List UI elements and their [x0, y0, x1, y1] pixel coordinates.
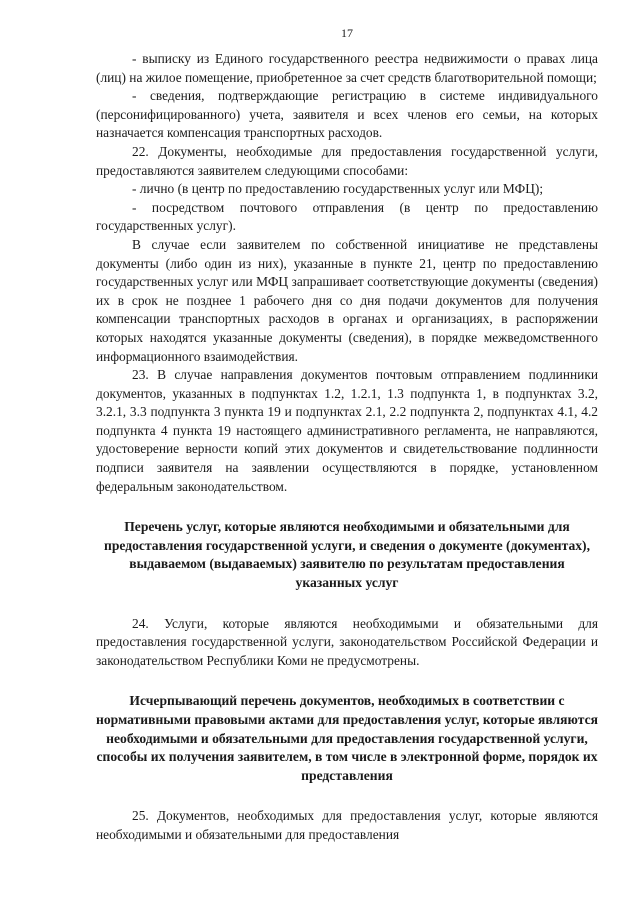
- paragraph-extract-item: - выписку из Единого государственного реестра недвижимости о правах лица (лиц) на жилое помещение, приобретенное за счет средств благотворительной помощи;: [96, 51, 598, 85]
- page-number: 17: [341, 26, 353, 40]
- section-heading-documents: Исчерпывающий перечень документов, необходимых в соответствии с нормативными правовыми актами для предоставления услуг, которые являются необходимыми и обязательными для предоставления государственной услуги, способы их получения заявителем, в том числе в электронной форме, порядок их представления: [96, 693, 598, 783]
- paragraph-registration-item: - сведения, подтверждающие регистрацию в системе индивидуального (персонифицированного) учета, заявителя и всех членов его семьи, на которых назначается компенсация транспортных расходов.: [96, 88, 598, 141]
- paragraph-25: 25. Документов, необходимых для предоставления услуг, которые являются необходимыми и обязательными для предоставления: [96, 808, 598, 842]
- paragraph-24: 24. Услуги, которые являются необходимыми и обязательными для предоставления государственной услуги, законодательством Российской Федерации и законодательством Республики Коми не предусмотрены.: [96, 615, 598, 668]
- paragraph-postal-item: - посредством почтового отправления (в центр по предоставлению государственных услуг).: [96, 199, 598, 234]
- section-heading-services: Перечень услуг, которые являются необходимыми и обязательными для предоставления государственной услуги, и сведения о документе (документах), выдаваемом (выдаваемых) заявителю по результатам предоставления указанных услуг: [103, 519, 590, 591]
- paragraph-interagency: В случае если заявителем по собственной инициативе не представлены документы (либо один из них), указанные в пункте 21, центр по предоставлению государственных услуг или МФЦ запрашивает соответствующие документы (сведения) их в срок не позднее 1 рабочего дня со дня подачи документов для получения компенсации транспортных расходов в органах и организациях, в распоряжении которых находятся указанные документы (сведения), в порядке межведомственного информационного взаимодействия.: [96, 236, 598, 364]
- paragraph-in-person-item: - лично (в центр по предоставлению государственных услуг или МФЦ);: [132, 181, 544, 197]
- paragraph-23: 23. В случае направления документов почтовым отправлением подлинники документов, указанных в подпунктах 1.2, 1.2.1, 1.3 подпункта 1, в подпунктах 3.2, 3.2.1, 3.3 подпункта 3 пункта 19 и подпунктах 2.1, 2.2 подпункта 2, подпунктах 4.1, 4.2 подпункта 4 пункта 19 настоящего административного регламента, не направляются, удостоверение верности копий этих документов и свидетельствование подлинности подписи заявителя на заявлении осуществляются в порядке, установленном федеральным законодательством.: [96, 367, 598, 494]
- paragraph-22: 22. Документы, необходимые для предоставления государственной услуги, предоставляются заявителем следующими способами:: [96, 143, 598, 178]
